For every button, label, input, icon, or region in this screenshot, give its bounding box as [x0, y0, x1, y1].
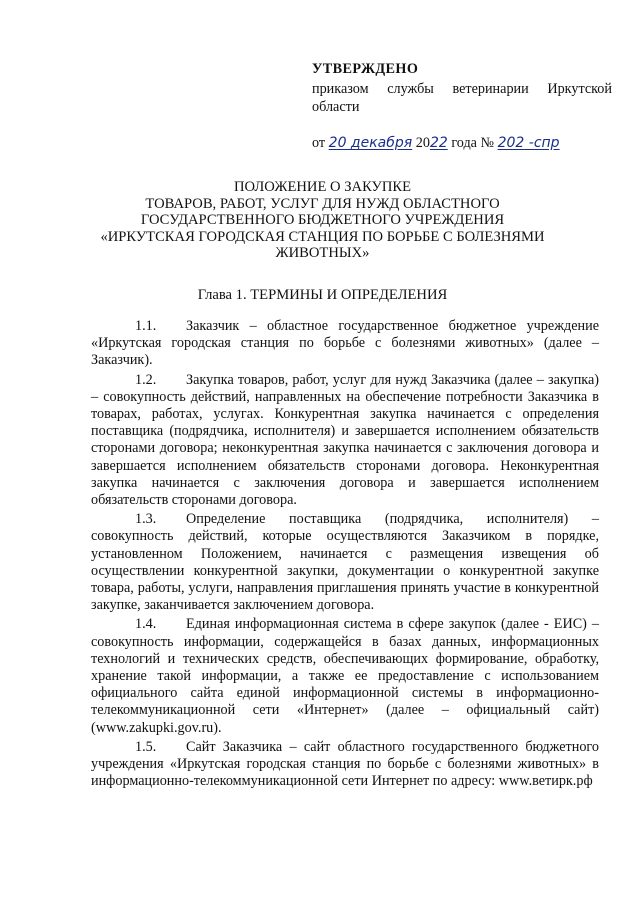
paragraph: [91, 372, 599, 510]
paragraph-text: Единая информационная система в сфере закупок (далее - ЕИС) – совокупность информации, содержащейся в базах данных, информационных технологий и технических средств, обеспечивающих формирование, обработку, хранение такой информации, а также ее предоставление с использованием официального сайта единой информационной системы в информационно-телекоммуникационной сети «Интернет» (далее – официальный сайт) (www.zakupki.gov.ru).: [91, 616, 599, 736]
paragraph-number: 1.1.: [135, 318, 157, 334]
paragraph: [91, 318, 599, 370]
paragraph: [91, 616, 599, 736]
approval-block: [312, 60, 612, 152]
definitions-body: [91, 318, 599, 792]
paragraph-text: Определение поставщика (подрядчика, исполнителя) – совокупность действий, которые осуществляются Заказчиком в порядке, установленном Положением, начинается с размещения извещения об осуществлении конкурентной закупки, документации о конкурентной закупке товара, работы, услуги, направления приглашения принять участие в конкурентной закупке, заканчивается заключением договора.: [91, 511, 599, 614]
document-title: [70, 179, 575, 262]
paragraph-number: 1.4.: [135, 616, 157, 633]
title-line: ПОЛОЖЕНИЕ О ЗАКУПКЕ: [233, 179, 412, 195]
handwritten-year: 22: [429, 135, 448, 151]
paragraph: [91, 511, 599, 614]
year-prefix: 20: [415, 135, 430, 151]
paragraph-text: Закупка товаров, работ, услуг для нужд Заказчика (далее – закупка) – совокупность действий, направленных на обеспечение потребности Заказчика в товарах, работах, услугах. Конкурентная закупка начинается с определения поставщика (подрядчика, исполнителя) и завершается исполнением обязательств сторонами договора; неконкурентная закупка начинается с заключения договора и завершается исполнением обязательств сторонами договора. Неконкурентная закупка начинается с заключения договора и завершается исполнением обязательств сторонами договора.: [91, 371, 599, 509]
paragraph-text: Сайт Заказчика – сайт областного государственного бюджетного учреждения «Иркутская городская станция по борьбе с болезнями животных» в информационно-телекоммуникационной сети Интернет по адресу: www.ветирк.рф: [91, 738, 599, 790]
title-line: ГОСУДАРСТВЕННОГО БЮДЖЕТНОГО УЧРЕЖДЕНИЯ: [140, 212, 505, 229]
paragraph: [91, 739, 599, 791]
paragraph-number: 1.5.: [135, 738, 157, 755]
handwritten-order-number: 202 -спр: [497, 135, 560, 151]
paragraph-number: 1.3.: [135, 511, 157, 528]
title-line: ТОВАРОВ, РАБОТ, УСЛУГ ДЛЯ НУЖД ОБЛАСТНОГО: [145, 195, 500, 212]
approval-heading: УТВЕРЖДЕНО: [312, 61, 419, 77]
paragraph-number: 1.2.: [135, 371, 157, 388]
approval-date-line: [312, 134, 612, 152]
handwritten-day-month: 20 декабря: [328, 135, 413, 151]
paragraph-text: Заказчик – областное государственное бюджетное учреждение «Иркутская городская станция по борьбе с болезнями животных» (далее – Заказчик).: [91, 318, 599, 369]
year-number-label: года №: [451, 135, 495, 151]
title-line: «ИРКУТСКАЯ ГОРОДСКАЯ СТАНЦИЯ ПО БОРЬБЕ С БОЛЕЗНЯМИ: [100, 228, 545, 245]
approval-order-text: приказом службы ветеринарии Иркутской области: [312, 81, 612, 115]
date-from-label: от: [312, 135, 326, 151]
title-line: ЖИВОТНЫХ»: [275, 245, 370, 262]
chapter-heading: Глава 1. ТЕРМИНЫ И ОПРЕДЕЛЕНИЯ: [197, 287, 448, 303]
